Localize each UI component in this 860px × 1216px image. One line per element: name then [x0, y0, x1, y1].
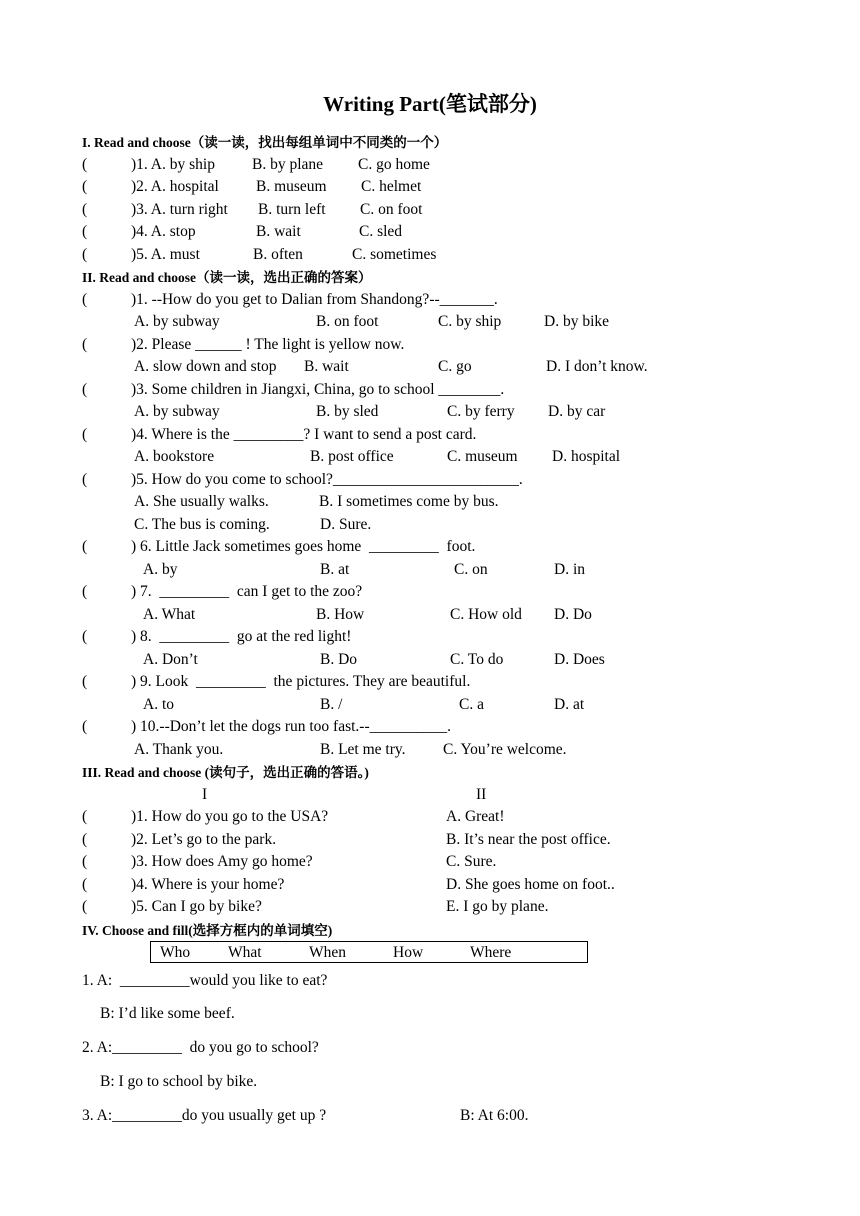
- line-text: C. sled: [359, 223, 403, 240]
- line-text: A. by: [143, 561, 178, 578]
- line-text: C. To do: [450, 651, 504, 668]
- line-text: )3. Some children in Jiangxi, China, go to school ________.: [131, 381, 505, 398]
- line-text: ) 6. Little Jack sometimes goes home _________ foot.: [131, 538, 476, 555]
- line-text: B: I go to school by bike.: [100, 1073, 258, 1090]
- line-text: (: [82, 336, 88, 353]
- line-text: 1. A: _________would you like to eat?: [82, 972, 328, 989]
- line-text: B. turn left: [258, 201, 326, 218]
- line-text: A. She usually walks.: [134, 493, 269, 510]
- word-box-item: How: [393, 944, 424, 961]
- line-text: B. wait: [256, 223, 301, 240]
- line-text: B. often: [253, 246, 303, 263]
- line-text: B. post office: [310, 448, 394, 465]
- line-text: )5. How do you come to school?________________________.: [131, 471, 523, 488]
- line-text: )5. A. must: [131, 246, 200, 263]
- line-text: 3. A:_________do you usually get up ?: [82, 1107, 327, 1124]
- line-text: C. helmet: [361, 178, 422, 195]
- line-text: (: [82, 291, 88, 308]
- line-text: B. It’s near the post office.: [446, 831, 611, 848]
- line-text: A. by subway: [134, 403, 220, 420]
- line-text: (: [82, 876, 88, 893]
- line-text: D. by car: [548, 403, 606, 420]
- line-text: (: [82, 718, 88, 735]
- line-text: D. in: [554, 561, 585, 578]
- line-text: A. Don’t: [143, 651, 198, 668]
- line-text: )1. --How do you get to Dalian from Shandong?--_______.: [131, 291, 498, 308]
- line-text: (: [82, 471, 88, 488]
- section-3-heading: III. Read and choose (读句子，选出正确的答语。): [82, 765, 369, 780]
- line-text: (: [82, 223, 88, 240]
- page-title: Writing Part(笔试部分): [323, 92, 537, 116]
- line-text: C. go: [438, 358, 472, 375]
- line-text: (: [82, 426, 88, 443]
- line-text: 2. A:_________ do you go to school?: [82, 1039, 319, 1056]
- line-text: B. on foot: [316, 313, 379, 330]
- line-text: (: [82, 808, 88, 825]
- line-text: B: I’d like some beef.: [100, 1005, 235, 1022]
- line-text: ) 9. Look _________ the pictures. They are beautiful.: [131, 673, 471, 690]
- line-text: A. to: [143, 696, 174, 713]
- line-text: C. Sure.: [446, 853, 497, 870]
- line-text: D. at: [554, 696, 585, 713]
- section-1-heading: I. Read and choose（读一读，找出每组单词中不同类的一个）: [82, 135, 448, 150]
- line-text: B. /: [320, 696, 343, 713]
- line-text: C. by ferry: [447, 403, 515, 420]
- line-text: (: [82, 538, 88, 555]
- line-text: B. museum: [256, 178, 327, 195]
- line-text: (: [82, 673, 88, 690]
- line-text: D. hospital: [552, 448, 621, 465]
- line-text: )1. How do you go to the USA?: [131, 808, 329, 825]
- word-box: [150, 941, 588, 963]
- line-text: A. Great!: [446, 808, 505, 825]
- word-box-item: When: [309, 944, 347, 961]
- line-text: A. bookstore: [134, 448, 215, 465]
- line-text: A. by subway: [134, 313, 220, 330]
- line-text: D. Sure.: [320, 516, 372, 533]
- line-text: B. I sometimes come by bus.: [319, 493, 499, 510]
- line-text: B: At 6:00.: [460, 1107, 529, 1124]
- line-text: B. How: [316, 606, 365, 623]
- line-text: A. slow down and stop: [134, 358, 277, 375]
- line-text: C. go home: [358, 156, 430, 173]
- line-text: )4. Where is the _________? I want to send a post card.: [131, 426, 477, 443]
- line-text: C. How old: [450, 606, 522, 623]
- line-text: )2. Let’s go to the park.: [131, 831, 277, 848]
- line-text: A. Thank you.: [134, 741, 224, 758]
- line-text: C. sometimes: [352, 246, 437, 263]
- line-text: ) 7. _________ can I get to the zoo?: [131, 583, 363, 600]
- line-text: I: [202, 786, 208, 803]
- line-text: A. What: [143, 606, 196, 623]
- word-box-item: Where: [470, 944, 512, 961]
- line-text: C. by ship: [438, 313, 502, 330]
- line-text: )4. Where is your home?: [131, 876, 285, 893]
- line-text: (: [82, 178, 88, 195]
- line-text: C. The bus is coming.: [134, 516, 270, 533]
- line-text: B. Do: [320, 651, 358, 668]
- line-text: (: [82, 156, 88, 173]
- line-text: B. at: [320, 561, 350, 578]
- line-text: (: [82, 853, 88, 870]
- line-text: (: [82, 583, 88, 600]
- section-4-heading: IV. Choose and fill(选择方框内的单词填空): [82, 923, 333, 938]
- line-text: )5. Can I go by bike?: [131, 898, 262, 915]
- line-text: D. I don’t know.: [546, 358, 648, 375]
- line-text: (: [82, 201, 88, 218]
- line-text: D. Does: [554, 651, 605, 668]
- word-box-item: What: [228, 944, 262, 961]
- line-text: C. on: [454, 561, 488, 578]
- line-text: )1. A. by ship: [131, 156, 215, 173]
- line-text: (: [82, 628, 88, 645]
- line-text: D. She goes home on foot..: [446, 876, 615, 893]
- line-text: B. wait: [304, 358, 349, 375]
- line-text: C. museum: [447, 448, 518, 465]
- line-text: )2. Please ______ ! The light is yellow now.: [131, 336, 405, 353]
- line-text: C. a: [459, 696, 484, 713]
- line-text: C. You’re welcome.: [443, 741, 567, 758]
- line-text: (: [82, 246, 88, 263]
- line-text: ) 8. _________ go at the red light!: [131, 628, 352, 645]
- line-text: D. by bike: [544, 313, 610, 330]
- line-text: )3. How does Amy go home?: [131, 853, 313, 870]
- word-box-item: Who: [160, 944, 191, 961]
- line-text: ) 10.--Don’t let the dogs run too fast.--__________.: [131, 718, 451, 735]
- line-text: C. on foot: [360, 201, 423, 218]
- line-text: (: [82, 898, 88, 915]
- line-text: B. by plane: [252, 156, 324, 173]
- line-text: B. Let me try.: [320, 741, 406, 758]
- line-text: )3. A. turn right: [131, 201, 228, 218]
- line-text: )4. A. stop: [131, 223, 196, 240]
- line-text: B. by sled: [316, 403, 379, 420]
- line-text: II: [476, 786, 487, 803]
- line-text: )2. A. hospital: [131, 178, 219, 195]
- line-text: (: [82, 831, 88, 848]
- line-text: E. I go by plane.: [446, 898, 549, 915]
- section-2-heading: II. Read and choose（读一读，选出正确的答案）: [82, 270, 372, 285]
- line-text: D. Do: [554, 606, 592, 623]
- line-text: (: [82, 381, 88, 398]
